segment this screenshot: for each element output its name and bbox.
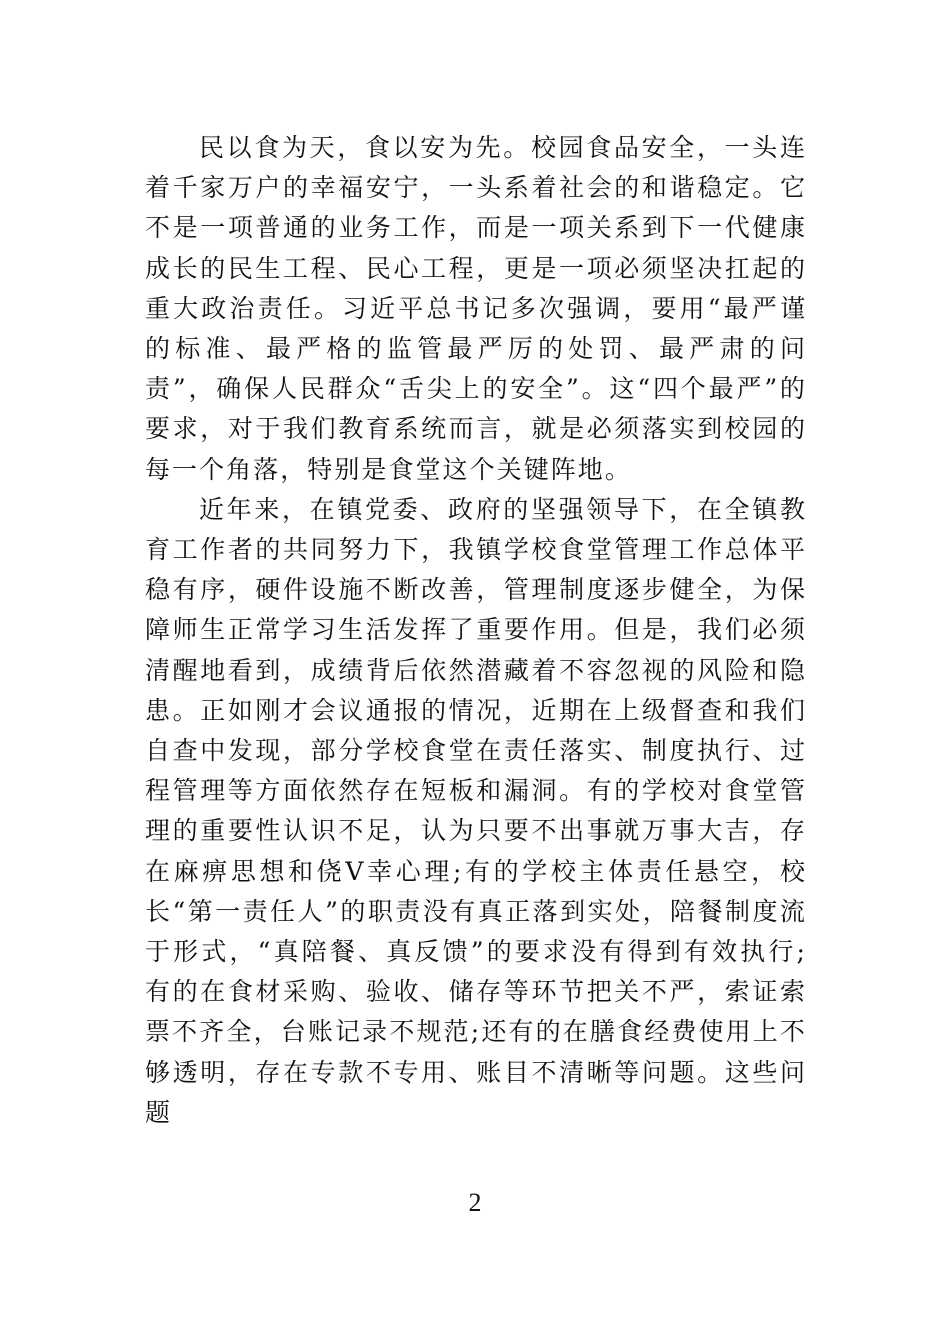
body-text [145, 128, 807, 1133]
paragraph-food-safety-intro: 民以食为天，食以安为先。校园食品安全，一头连着千家万户的幸福安宁，一头系着社会的和谐稳定。它不是一项普通的业务工作，而是一项关系到下一代健康成长的民生工程、民心工程，更是一项必须坚决扛起的重大政治责任。习近平总书记多次强调，要用“最严谨的标准、最严格的监管最严厉的处罚、最严肃的问责”，确保人民群众“舌尖上的安全”。这“四个最严”的要求，对于我们教育系统而言，就是必须落实到校园的每一个角落，特别是食堂这个关键阵地。 [145, 133, 807, 484]
paragraph-canteen-management: 近年来，在镇党委、政府的坚强领导下，在全镇教育工作者的共同努力下，我镇学校食堂管理工作总体平稳有序，硬件设施不断改善，管理制度逐步健全，为保障师生正常学习生活发挥了重要作用。但是，我们必须清醒地看到，成绩背后依然潜藏着不容忽视的风险和隐患。正如刚才会议通报的情况，近期在上级督查和我们自查中发现，部分学校食堂在责任落实、制度执行、过程管理等方面依然存在短板和漏洞。有的学校对食堂管理的重要性认识不足，认为只要不出事就万事大吉，存在麻痹思想和侥V幸心理;有的学校主体责任悬空，校长“第一责任人”的职责没有真正落到实处，陪餐制度流于形式，“真陪餐、真反馈”的要求没有得到有效执行;有的在食材采购、验收、储存等环节把关不严，索证索票不齐全，台账记录不规范;还有的在膳食经费使用上不够透明，存在专款不专用、账目不清晰等问题。这些问题 [145, 494, 807, 1127]
page-number: 2 [468, 1188, 482, 1217]
